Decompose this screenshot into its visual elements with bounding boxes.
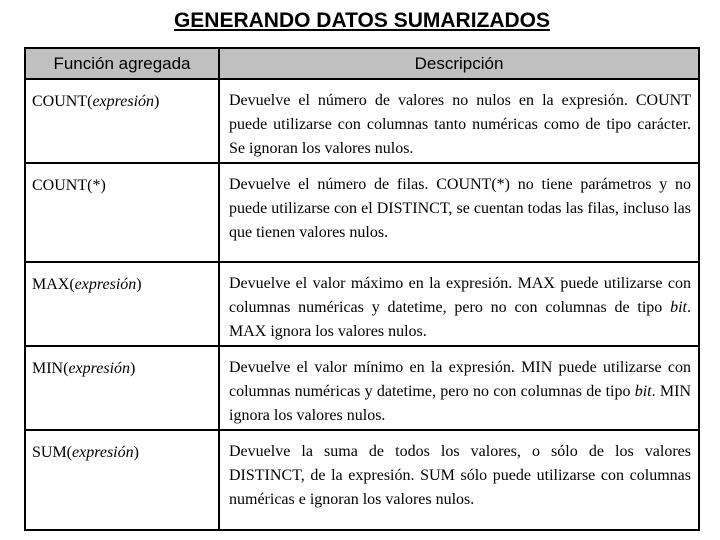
function-cell: [25, 430, 219, 530]
table-row: [25, 163, 699, 262]
function-argument: expresión: [92, 93, 155, 110]
page-title: GENERANDO DATOS SUMARIZADOS: [173, 9, 551, 32]
description-emphasis: bit: [634, 383, 652, 400]
aggregate-functions-table: [24, 47, 700, 531]
description-cell: [219, 163, 699, 262]
function-argument: expresión: [74, 276, 137, 293]
table-row: [25, 79, 699, 163]
description-cell: [219, 430, 699, 530]
function-close: ): [154, 93, 160, 110]
description-cell: [219, 262, 699, 346]
description-text: Devuelve el valor máximo en la expresión. MAX puede utilizarse con columnas numéricas y datetime, pero no con columnas de tipo: [229, 275, 691, 316]
description-cell: [219, 346, 699, 430]
function-close: ): [133, 444, 139, 461]
description-text: . MIN ignora los valores nulos.: [229, 383, 692, 424]
description-text: Devuelve el número de valores no nulos en la expresión. COUNT puede utilizarse con columnas tanto numéricas como de tipo carácter. Se ignoran los valores nulos.: [229, 92, 691, 157]
function-cell: [25, 79, 219, 163]
description-text: Devuelve la suma de todos los valores, o sólo de los valores DISTINCT, de la expresión. SUM sólo puede utilizarse con columnas numéricas e ignoran los valores nulos.: [229, 443, 691, 508]
function-close: ): [130, 360, 136, 377]
function-cell: [25, 262, 219, 346]
description-text: Devuelve el valor mínimo en la expresión. MIN puede utilizarse con columnas numéricas y datetime, pero no con columnas de tipo: [229, 359, 691, 400]
table-row: [25, 262, 699, 346]
table-header-row: [25, 48, 699, 79]
function-cell: [25, 346, 219, 430]
function-close: ): [136, 276, 142, 293]
header-function: Función agregada: [25, 48, 219, 79]
function-name: MAX(: [32, 276, 75, 293]
function-name: COUNT(*): [32, 177, 106, 194]
function-name: COUNT(: [32, 93, 93, 110]
function-cell: [25, 163, 219, 262]
description-cell: [219, 79, 699, 163]
function-name: MIN(: [32, 360, 69, 377]
function-argument: expresión: [68, 360, 131, 377]
table-row: [25, 346, 699, 430]
function-argument: expresión: [72, 444, 134, 461]
function-name: SUM(: [32, 444, 73, 461]
header-description: Descripción: [219, 48, 699, 79]
description-emphasis: bit: [670, 299, 687, 316]
description-text: . MAX ignora los valores nulos.: [229, 299, 691, 340]
table-row: [25, 430, 699, 530]
description-text: Devuelve el número de filas. COUNT(*) no tiene parámetros y no puede utilizarse con el DISTINCT, se cuentan todas las filas, incluso las que tienen valores nulos.: [229, 176, 691, 241]
